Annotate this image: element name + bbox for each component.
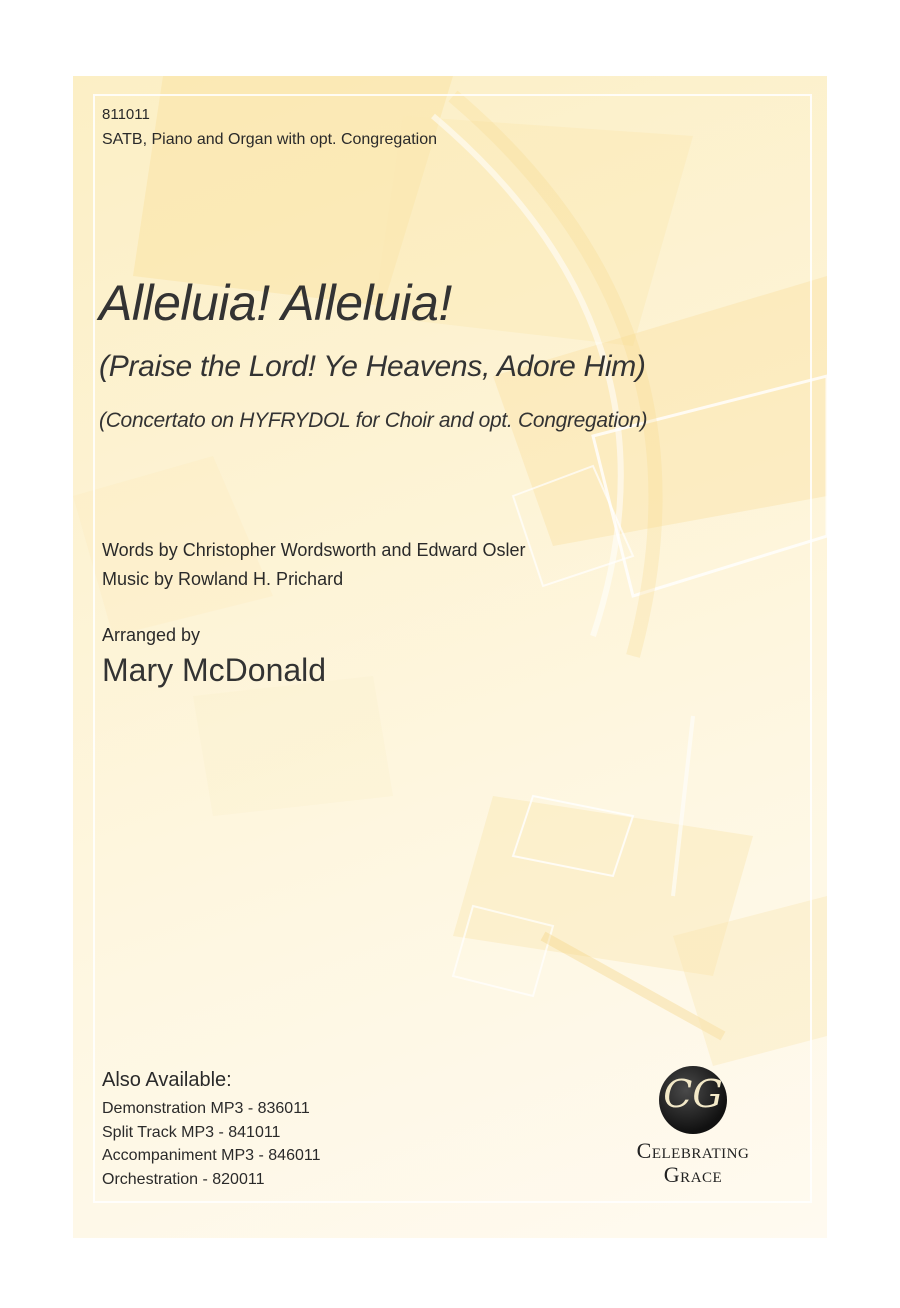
page-title: Alleluia! Alleluia!: [99, 275, 452, 331]
also-available-heading: Also Available:: [102, 1069, 232, 1091]
publisher-name-line2: Grace: [663, 1162, 723, 1187]
publisher-logo: [621, 1066, 765, 1186]
list-item: Demonstration MP3 - 836011: [102, 1100, 310, 1117]
concertato-note: (Concertato on HYFRYDOL for Choir and opt. Congregation): [99, 409, 648, 432]
also-available-list: [102, 1069, 320, 1191]
voicing-text: SATB, Piano and Organ with opt. Congregation: [102, 131, 438, 148]
list-item: Split Track MP3 - 841011: [102, 1123, 281, 1141]
arranged-by-label: Arranged by: [102, 625, 201, 645]
list-item: Accompaniment MP3 - 846011: [102, 1147, 321, 1164]
monogram-icon: [659, 1066, 727, 1134]
list-item: Orchestration - 820011: [102, 1170, 265, 1188]
product-code: 811011: [102, 106, 150, 123]
sheet-music-cover: [73, 76, 827, 1238]
publisher-name-line1: Celebrating: [636, 1138, 750, 1163]
subtitle: (Praise the Lord! Ye Heavens, Adore Him): [99, 350, 646, 383]
words-credit: Words by Christopher Wordsworth and Edward Osler: [102, 540, 526, 560]
music-credit: Music by Rowland H. Prichard: [102, 569, 344, 589]
inner-frame: [93, 94, 812, 1203]
arranger-name: Mary McDonald: [102, 652, 327, 688]
monogram-letters: CG: [663, 1072, 723, 1116]
